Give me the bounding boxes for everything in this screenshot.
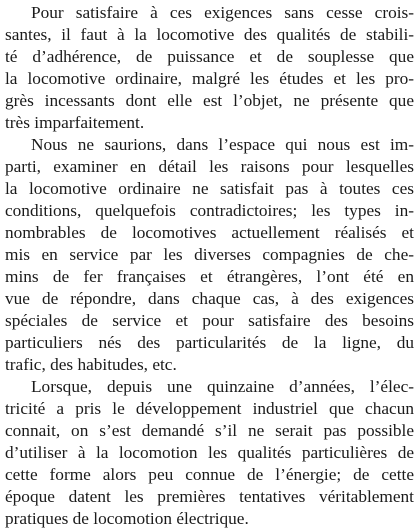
text-line: mis en service par les diverses compagnies de che- — [5, 245, 414, 264]
text-line: d’utiliser à la locomotion les qualités particulières de — [5, 443, 414, 462]
text-line: connait, on s’est demandé s’il ne serait pas possible — [5, 421, 414, 440]
text-line: époque datent les premières tentatives véritablement — [5, 487, 414, 506]
document-page — [5, 0, 414, 528]
text-line: spéciales de service et pour satisfaire des besoins — [5, 311, 414, 330]
text-line: santes, il faut à la locomotive des qualités de stabili- — [5, 25, 414, 44]
text-line: conditions, quelquefois contradictoires; les types in- — [5, 201, 414, 220]
text-line: parti, examiner en détail les raisons pour lesquelles — [5, 157, 414, 176]
text-line: pratiques de locomotion électrique. — [5, 509, 249, 528]
text-line: Lorsque, depuis une quinzaine d’années, l’élec- — [31, 377, 414, 396]
text-line: Nous ne saurions, dans l’espace qui nous est im- — [31, 135, 414, 154]
text-line: grès incessants dont elle est l’objet, ne présente que — [5, 91, 414, 110]
text-line: très imparfaitement. — [5, 113, 145, 132]
text-line: nombrables de locomotives actuellement réalisés et — [5, 223, 414, 242]
text-line: tricité a pris le développement industriel que chacun — [5, 399, 414, 418]
text-line: té d’adhérence, de puissance et de souplesse que — [5, 47, 414, 66]
text-line: vue de répondre, dans chaque cas, à des exigences — [5, 289, 414, 308]
text-line: particuliers nés des particularités de la ligne, du — [5, 333, 414, 352]
text-line: mins de fer françaises et étrangères, l’ont été en — [5, 267, 414, 286]
text-line: la locomotive ordinaire, malgré les études et les pro- — [5, 69, 414, 88]
text-line: cette forme alors peu connue de l’énergie; de cette — [5, 465, 414, 484]
text-line: Pour satisfaire à ces exigences sans cesse crois- — [31, 3, 414, 22]
text-line: trafic, des habitudes, etc. — [5, 355, 177, 374]
text-line: la locomotive ordinaire ne satisfait pas à toutes ces — [5, 179, 414, 198]
